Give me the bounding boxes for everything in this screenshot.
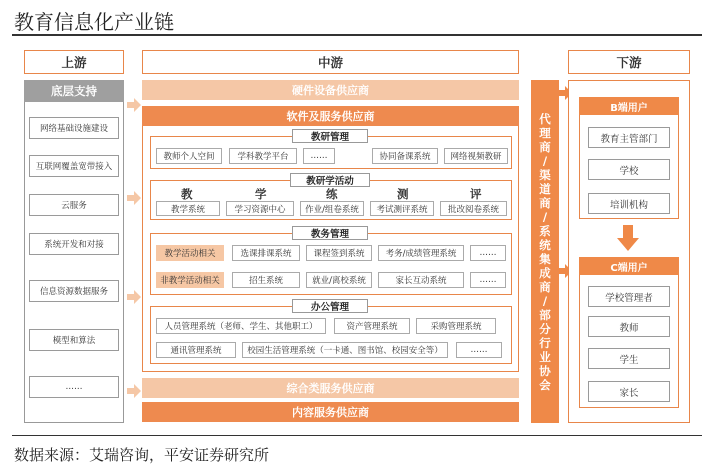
channel-char: / <box>542 209 548 224</box>
affairs-chip: 选课排课系统 <box>232 245 300 261</box>
academic-affairs-title: 教务管理 <box>292 226 368 240</box>
affairs-chip: 就业/离校系统 <box>306 272 372 288</box>
research-chip: 教师个人空间 <box>156 148 222 164</box>
office-management-title: 办公管理 <box>292 299 368 313</box>
channel-char: 业 <box>539 349 551 364</box>
content-suppliers-bar: 内容服务供应商 <box>142 402 519 422</box>
upstream-item: 系统开发和对接 <box>29 233 119 255</box>
hardware-suppliers-bar: 硬件设备供应商 <box>142 80 519 100</box>
column-header-midstream: 中游 <box>142 50 519 74</box>
arrow-right-icon <box>127 98 141 112</box>
office-chip: …… <box>456 342 502 358</box>
research-chip: …… <box>303 148 335 164</box>
research-chip: 学科教学平台 <box>229 148 297 164</box>
title-divider <box>12 34 702 36</box>
b-end-user-item: 培训机构 <box>588 193 670 214</box>
page-title: 教育信息化产业链 <box>14 10 174 34</box>
c-end-users-header: C端用户 <box>579 257 679 275</box>
upstream-item: 模型和算法 <box>29 329 119 351</box>
arrow-down-icon <box>617 225 639 251</box>
research-management-title: 教研管理 <box>292 129 368 143</box>
channel-char: 统 <box>539 237 551 252</box>
activity-chip: 作业/组卷系统 <box>300 201 364 216</box>
activity-chip: 考试测评系统 <box>370 201 434 216</box>
affairs-chip: 考务/成绩管理系统 <box>378 245 464 261</box>
channel-char: 道 <box>539 181 551 196</box>
channel-char: 代 <box>539 111 551 126</box>
upstream-item: 互联网覆盖宽带接入 <box>29 155 119 177</box>
teaching-activities-title: 教研学活动 <box>290 173 370 187</box>
channel-char: 协 <box>539 363 551 378</box>
channel-char: 系 <box>539 223 551 238</box>
integrated-suppliers-bar: 综合类服务供应商 <box>142 378 519 398</box>
affairs-category-chip: 非教学活动相关 <box>156 272 224 288</box>
research-chip: 网络视频教研 <box>444 148 508 164</box>
channel-char: 分 <box>539 321 551 336</box>
arrow-right-icon <box>127 191 141 205</box>
upstream-item: 网络基础设施建设 <box>29 117 119 139</box>
channel-char: / <box>542 153 548 168</box>
channel-char: 商 <box>539 195 551 210</box>
channel-bar <box>531 80 559 423</box>
office-chip: 资产管理系统 <box>334 318 410 334</box>
office-chip: 采购管理系统 <box>416 318 496 334</box>
office-chip: 通讯管理系统 <box>156 342 236 358</box>
column-header-downstream: 下游 <box>568 50 690 74</box>
channel-char: 会 <box>539 377 551 392</box>
affairs-category-chip: 教学活动相关 <box>156 245 224 261</box>
c-end-user-item: 学校管理者 <box>588 286 670 307</box>
activity-letter: 评 <box>470 187 482 201</box>
source-note: 数据来源：艾瑞咨询，平安证券研究所 <box>14 446 270 464</box>
activity-letter: 教 <box>181 187 193 201</box>
channel-char: 理 <box>539 125 551 140</box>
b-end-user-item: 教育主管部门 <box>588 127 670 148</box>
research-chip: 协同备课系统 <box>372 148 438 164</box>
c-end-user-item: 教师 <box>588 316 670 337</box>
b-end-user-item: 学校 <box>588 159 670 180</box>
channel-char: 集 <box>539 251 551 266</box>
activity-letter: 练 <box>326 187 338 201</box>
upstream-item: 信息资源数据服务 <box>29 280 119 302</box>
office-chip: 人员管理系统（老师、学生、其他职工） <box>156 318 326 334</box>
b-end-users-header: B端用户 <box>579 97 679 115</box>
channel-char: 成 <box>539 265 551 280</box>
c-end-user-item: 家长 <box>588 381 670 402</box>
software-suppliers-bar: 软件及服务供应商 <box>142 106 519 126</box>
column-header-upstream: 上游 <box>24 50 124 74</box>
channel-char: 商 <box>539 139 551 154</box>
c-end-user-item: 学生 <box>588 348 670 369</box>
channel-char: 部 <box>539 307 551 322</box>
arrow-right-icon <box>127 290 141 304</box>
activity-letter: 学 <box>255 187 267 201</box>
affairs-chip: …… <box>470 245 506 261</box>
footer-divider <box>12 435 702 436</box>
upstream-header: 底层支持 <box>24 80 124 102</box>
affairs-chip: 课程签到系统 <box>306 245 372 261</box>
upstream-item: 云服务 <box>29 194 119 216</box>
channel-char: 渠 <box>539 167 551 182</box>
activity-chip: 批改阅卷系统 <box>440 201 507 216</box>
activity-letter: 测 <box>397 187 409 201</box>
channel-char: / <box>542 293 548 308</box>
channel-char: 行 <box>539 335 551 350</box>
affairs-chip: 招生系统 <box>232 272 300 288</box>
activity-chip: 教学系统 <box>156 201 220 216</box>
upstream-item: …… <box>29 376 119 398</box>
arrow-right-icon <box>127 384 141 398</box>
activity-chip: 学习资源中心 <box>226 201 294 216</box>
affairs-chip: 家长互动系统 <box>378 272 464 288</box>
channel-char: 商 <box>539 279 551 294</box>
affairs-chip: …… <box>470 272 506 288</box>
office-chip: 校园生活管理系统（一卡通、图书馆、校园安全等） <box>242 342 448 358</box>
